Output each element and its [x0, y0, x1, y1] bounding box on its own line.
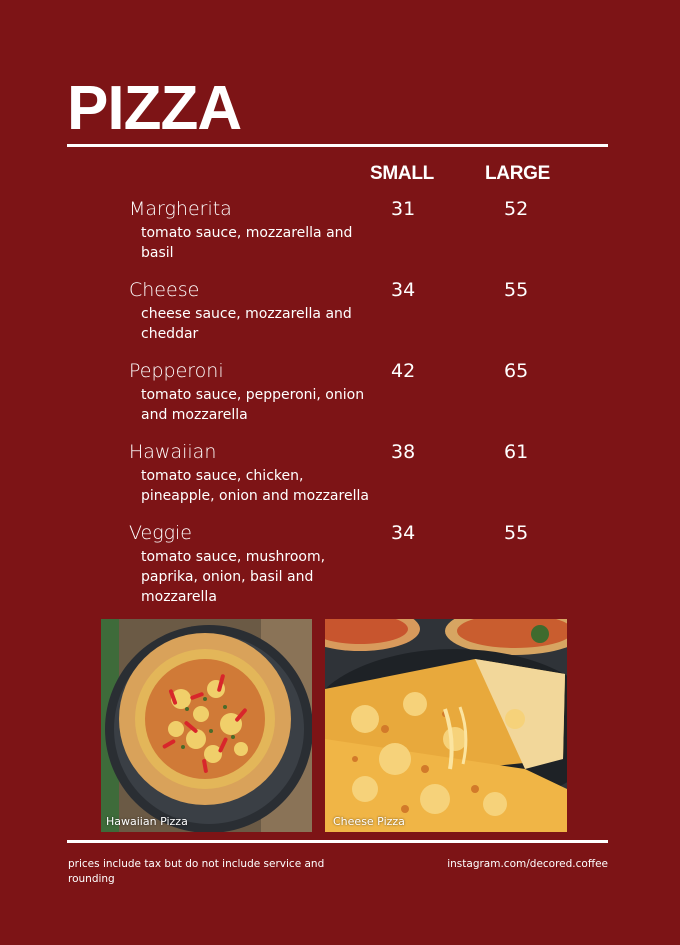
price-large: 55 — [504, 279, 529, 301]
cheese-pizza-photo — [325, 619, 567, 832]
footer-note: prices include tax but do not include service and rounding — [68, 858, 325, 885]
footer-divider — [67, 840, 608, 843]
price-large: 61 — [504, 441, 529, 463]
menu-item-veggie — [129, 520, 589, 610]
menu-title: PIZZA — [67, 74, 242, 143]
column-header-large: LARGE — [485, 163, 551, 184]
menu-item-cheese — [129, 277, 589, 367]
item-description: tomato sauce, pepperoni, onion and mozzarella — [141, 387, 365, 423]
price-small: 31 — [391, 198, 416, 220]
item-name: Pepperoni — [129, 360, 224, 382]
price-large: 65 — [504, 360, 529, 382]
price-large: 55 — [504, 522, 529, 544]
item-description: cheese sauce, mozzarella and cheddar — [141, 306, 352, 342]
price-small: 34 — [391, 522, 416, 544]
column-header-small: SMALL — [370, 163, 434, 184]
price-small: 34 — [391, 279, 416, 301]
cheese-pizza-image — [325, 619, 567, 832]
item-name: Margherita — [129, 198, 232, 220]
instagram-link[interactable]: instagram.com/decored.coffee — [447, 858, 608, 870]
item-description: tomato sauce, mozzarella and basil — [141, 225, 353, 261]
item-name: Veggie — [129, 522, 192, 544]
item-name: Cheese — [129, 279, 200, 301]
menu-item-margherita — [129, 196, 589, 286]
photo-caption: Cheese Pizza — [333, 815, 405, 828]
item-description: tomato sauce, chicken, pineapple, onion and mozzarella — [141, 468, 369, 504]
price-small: 42 — [391, 360, 416, 382]
price-large: 52 — [504, 198, 529, 220]
hawaiian-pizza-photo — [101, 619, 312, 832]
price-small: 38 — [391, 441, 416, 463]
item-name: Hawaiian — [129, 441, 217, 463]
menu-item-hawaiian — [129, 439, 589, 529]
title-divider — [67, 144, 608, 147]
photo-caption: Hawaiian Pizza — [106, 815, 188, 828]
item-description: tomato sauce, mushroom, paprika, onion, basil and mozzarella — [141, 549, 326, 605]
hawaiian-pizza-image — [101, 619, 312, 832]
menu-item-pepperoni — [129, 358, 589, 448]
